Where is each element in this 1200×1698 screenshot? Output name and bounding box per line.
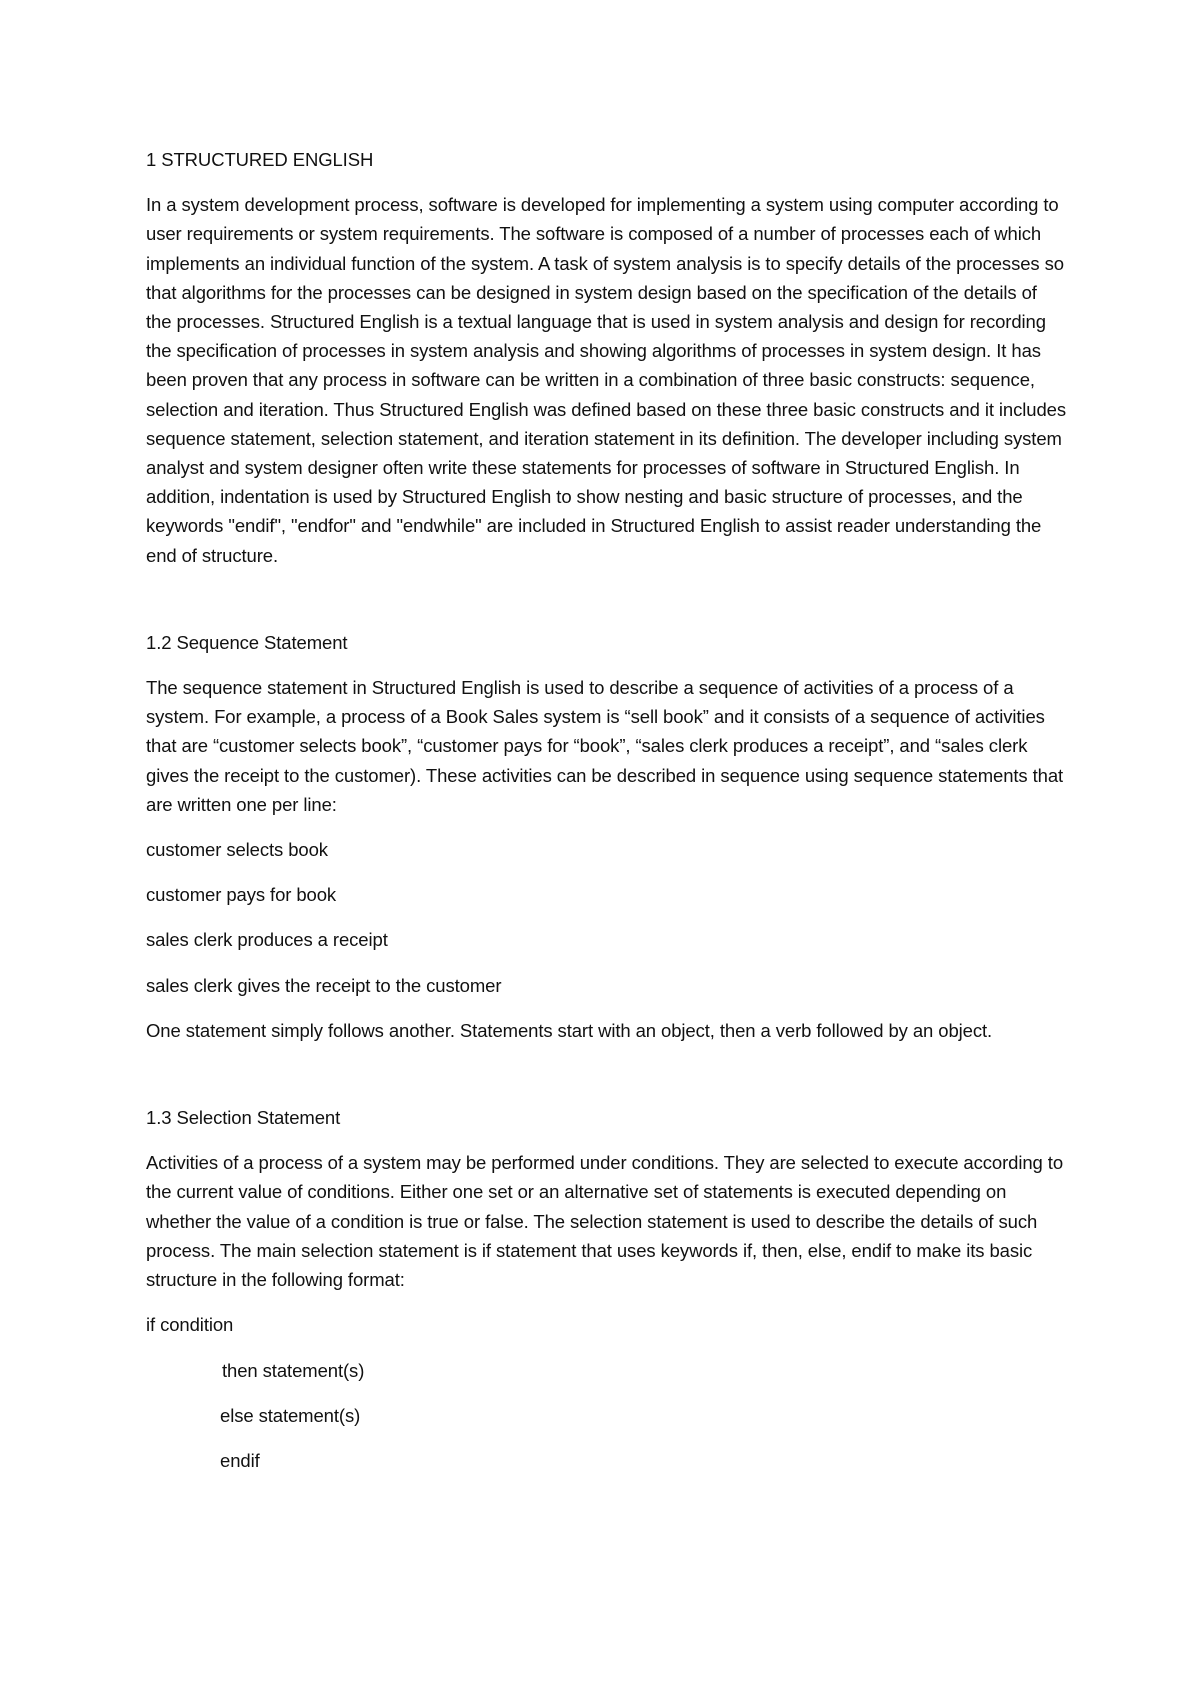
code-line-else: else statement(s) — [220, 1404, 361, 1426]
sequence-statement-paragraph: The sequence statement in Structured English is used to describe a sequence of activities of a process of a system. For example, a process of a Book Sales system is “sell book” and it consists of a sequence of activities that are “customer selects book”, “customer pays for “book”, “sales clerk produces a receipt”, and “sales clerk gives the receipt to the customer). These activities can be described in sequence using sequence statements that are written one per line: — [146, 677, 1064, 815]
sequence-statement-line: customer selects book — [146, 839, 328, 861]
section-spacer — [146, 1061, 1066, 1103]
section-heading-structured-english: 1 STRUCTURED ENGLISH — [146, 149, 374, 170]
section-heading-selection-statement: 1.3 Selection Statement — [146, 1107, 341, 1129]
document-body — [146, 145, 1066, 1491]
sequence-statement-line: sales clerk gives the receipt to the customer — [146, 974, 502, 996]
sequence-statement-line: sales clerk produces a receipt — [146, 929, 388, 951]
selection-statement-paragraph: Activities of a process of a system may be performed under conditions. They are selected to execute according to the current value of conditions. Either one set or an alternative set of statements is executed depending on whether the value of a condition is true or false. The selection statement is used to describe the details of such process. The main selection statement is if statement that uses keywords if, then, else, endif to make its basic structure in the following format: — [146, 1152, 1064, 1291]
section-heading-sequence-statement: 1.2 Sequence Statement — [146, 631, 348, 653]
code-line-endif: endif — [220, 1449, 260, 1471]
code-line-then: then statement(s) — [222, 1359, 365, 1381]
code-line-if: if condition — [146, 1314, 234, 1336]
structured-english-paragraph: In a system development process, software is developed for implementing a system using computer according to user requirements or system requirements. The software is composed of a number of processes each of which implements an individual function of the system. A task of system analysis is to specify details of the processes so that algorithms for the processes can be designed in system design based on the specification of the details of the processes. Structured English is a textual language that is used in system analysis and design for recording the specification of processes in system analysis and showing algorithms of processes in system design. It has been proven that any process in software can be written in a combination of three basic constructs: sequence, selection and iteration. Thus Structured English was defined based on these three basic constructs and it includes sequence statement, selection statement, and iteration statement in its definition. The developer including system analyst and system designer often write these statements for processes of software in Structured English. In addition, indentation is used by Structured English to show nesting and basic structure of processes, and the keywords "endif", "endfor" and "endwhile" are included in Structured English to assist reader understanding the end of structure. — [146, 194, 1066, 566]
section-spacer — [146, 586, 1066, 628]
sequence-closing-paragraph: One statement simply follows another. Statements start with an object, then a verb followed by an object. — [146, 1019, 993, 1041]
sequence-statement-line: customer pays for book — [146, 884, 337, 906]
